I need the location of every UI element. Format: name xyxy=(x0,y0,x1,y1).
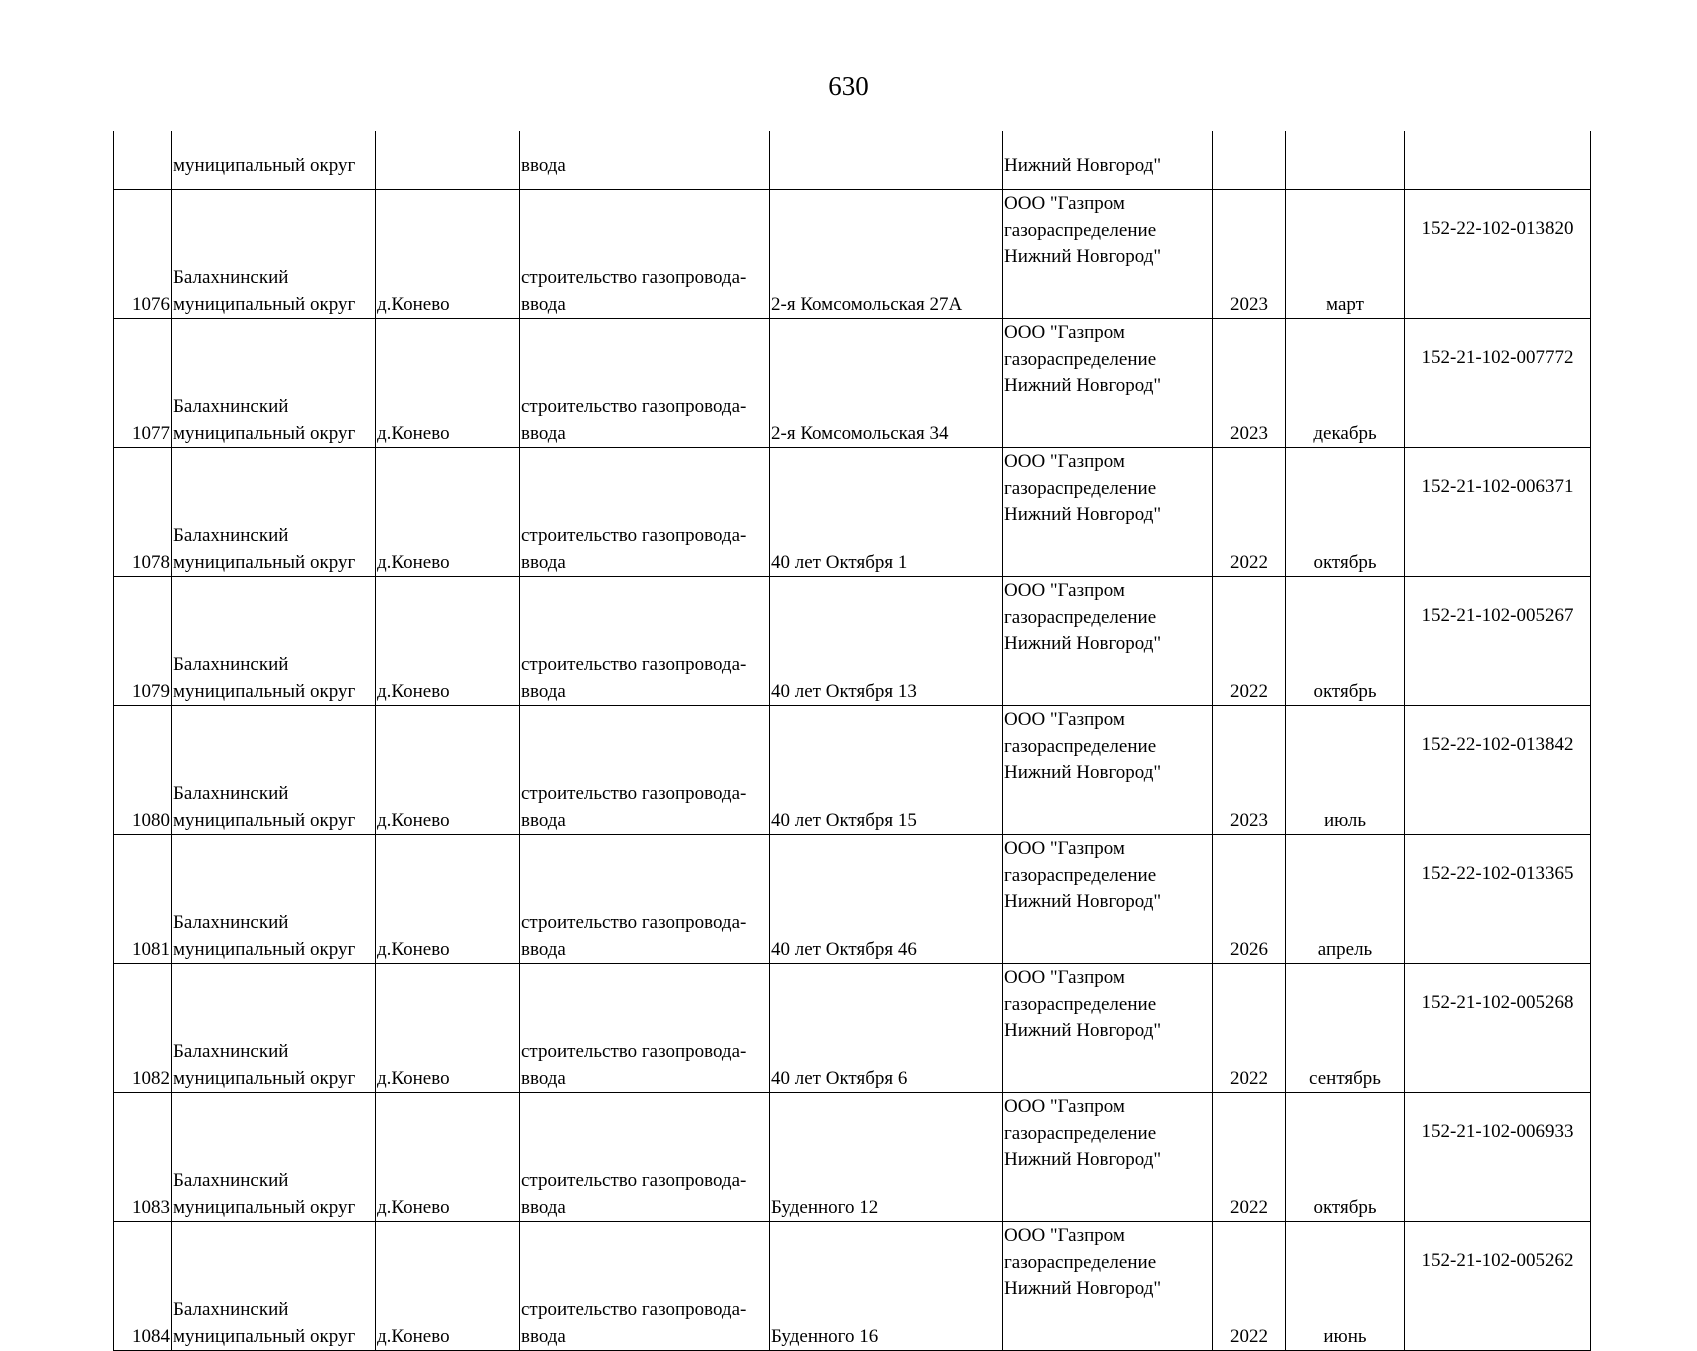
cell-locality: д.Конево xyxy=(376,835,520,964)
cell-locality: д.Конево xyxy=(376,1093,520,1222)
cell-organization-line: газораспределение xyxy=(1004,993,1157,1015)
cell-district-line: Балахнинский xyxy=(173,1299,289,1320)
cell-work-line: ввода xyxy=(521,422,566,444)
cell-number: 1078 xyxy=(114,448,172,577)
cell-work-line: строительство газопровода- xyxy=(521,525,747,546)
cell-district-line: муниципальный округ xyxy=(173,422,356,444)
cell-work-line: ввода xyxy=(521,1067,566,1089)
cell-address: 40 лет Октября 13 xyxy=(770,577,1003,706)
cell-work-line: строительство газопровода- xyxy=(521,396,747,417)
cell-code: 152-22-102-013820 xyxy=(1405,190,1591,319)
continuation-row xyxy=(114,131,1591,190)
cell-organization-line: Нижний Новгород" xyxy=(1004,504,1162,525)
cell-organization-line: Нижний Новгород" xyxy=(1004,1149,1162,1170)
cell-district-line: муниципальный округ xyxy=(173,551,356,573)
cell-month: декабрь xyxy=(1286,319,1405,448)
cell-organization-line: Нижний Новгород" xyxy=(1004,762,1162,783)
cell-work xyxy=(520,706,770,835)
cell-work xyxy=(520,1222,770,1351)
cell-number: 1083 xyxy=(114,1093,172,1222)
cell-year: 2022 xyxy=(1213,1222,1286,1351)
cell-district-line: Балахнинский xyxy=(173,525,289,546)
cell-district xyxy=(172,835,376,964)
cell-address xyxy=(770,131,1003,190)
cell-month: сентябрь xyxy=(1286,964,1405,1093)
cell-work-line: ввода xyxy=(521,809,566,831)
cell-district xyxy=(172,1093,376,1222)
cell-work-line: ввода xyxy=(521,551,566,573)
cell-work xyxy=(520,835,770,964)
cell-number: 1079 xyxy=(114,577,172,706)
cell-district-line: муниципальный округ xyxy=(173,1196,356,1218)
cell-organization-line: газораспределение xyxy=(1004,477,1157,499)
cell-organization-line: ООО "Газпром xyxy=(1004,1096,1125,1117)
cell-district-line: Балахнинский xyxy=(173,654,289,675)
cell-work xyxy=(520,448,770,577)
cell-work xyxy=(520,1093,770,1222)
cell-number: 1082 xyxy=(114,964,172,1093)
cell-organization: Нижний Новгород" xyxy=(1003,131,1213,190)
cell-code xyxy=(1405,131,1591,190)
cell-locality: д.Конево xyxy=(376,190,520,319)
gas-pipeline-registry-table xyxy=(113,131,1591,1351)
cell-district xyxy=(172,964,376,1093)
cell-organization-line: ООО "Газпром xyxy=(1004,451,1125,472)
page-number: 630 xyxy=(828,71,869,101)
cell-district-line: Балахнинский xyxy=(173,1041,289,1062)
cell-work: ввода xyxy=(520,131,770,190)
cell-organization-line: ООО "Газпром xyxy=(1004,322,1125,343)
cell-locality: д.Конево xyxy=(376,448,520,577)
cell-month: октябрь xyxy=(1286,1093,1405,1222)
table-row xyxy=(114,319,1591,448)
cell-work-line: ввода xyxy=(521,938,566,960)
table-row xyxy=(114,835,1591,964)
cell-month: март xyxy=(1286,190,1405,319)
cell-address: 40 лет Октября 15 xyxy=(770,706,1003,835)
cell-district-line: муниципальный округ xyxy=(173,1067,356,1089)
cell-month: июнь xyxy=(1286,1222,1405,1351)
cell-month: апрель xyxy=(1286,835,1405,964)
cell-month xyxy=(1286,131,1405,190)
cell-district-line: Балахнинский xyxy=(173,783,289,804)
cell-organization-line: газораспределение xyxy=(1004,1251,1157,1273)
cell-work-line: строительство газопровода- xyxy=(521,654,747,675)
cell-work-line: строительство газопровода- xyxy=(521,1299,747,1320)
cell-district-line: муниципальный округ xyxy=(173,809,356,831)
cell-year xyxy=(1213,131,1286,190)
cell-organization xyxy=(1003,448,1213,577)
cell-organization-line: газораспределение xyxy=(1004,219,1157,241)
cell-organization-line: ООО "Газпром xyxy=(1004,709,1125,730)
cell-address: 2-я Комсомольская 34 xyxy=(770,319,1003,448)
table-row xyxy=(114,190,1591,319)
cell-work xyxy=(520,319,770,448)
cell-work-line: ввода xyxy=(521,1196,566,1218)
cell-organization xyxy=(1003,706,1213,835)
cell-code: 152-21-102-005268 xyxy=(1405,964,1591,1093)
cell-organization-line: Нижний Новгород" xyxy=(1004,633,1162,654)
cell-district xyxy=(172,319,376,448)
cell-organization-line: Нижний Новгород" xyxy=(1004,246,1162,267)
cell-address: Буденного 12 xyxy=(770,1093,1003,1222)
cell-address: 40 лет Октября 6 xyxy=(770,964,1003,1093)
cell-locality: д.Конево xyxy=(376,319,520,448)
table-row xyxy=(114,448,1591,577)
cell-locality xyxy=(376,131,520,190)
cell-code: 152-21-102-005267 xyxy=(1405,577,1591,706)
cell-address: 40 лет Октября 1 xyxy=(770,448,1003,577)
cell-district-line: муниципальный округ xyxy=(173,293,356,315)
cell-district: муниципальный округ xyxy=(172,131,376,190)
cell-organization xyxy=(1003,1222,1213,1351)
cell-organization-line: газораспределение xyxy=(1004,348,1157,370)
cell-code: 152-22-102-013365 xyxy=(1405,835,1591,964)
cell-work-line: строительство газопровода- xyxy=(521,783,747,804)
cell-district xyxy=(172,706,376,835)
cell-work-line: строительство газопровода- xyxy=(521,912,747,933)
cell-organization-line: газораспределение xyxy=(1004,864,1157,886)
cell-code: 152-22-102-013842 xyxy=(1405,706,1591,835)
cell-district-line: муниципальный округ xyxy=(173,938,356,960)
cell-district-line: Балахнинский xyxy=(173,1170,289,1191)
cell-organization xyxy=(1003,319,1213,448)
cell-locality: д.Конево xyxy=(376,1222,520,1351)
cell-organization-line: газораспределение xyxy=(1004,606,1157,628)
cell-organization-line: ООО "Газпром xyxy=(1004,1225,1125,1246)
cell-district-line: Балахнинский xyxy=(173,912,289,933)
cell-organization xyxy=(1003,190,1213,319)
cell-year: 2023 xyxy=(1213,319,1286,448)
cell-code: 152-21-102-007772 xyxy=(1405,319,1591,448)
cell-locality: д.Конево xyxy=(376,577,520,706)
table-row xyxy=(114,706,1591,835)
cell-number: 1084 xyxy=(114,1222,172,1351)
cell-organization-line: Нижний Новгород" xyxy=(1004,375,1162,396)
cell-district-line: муниципальный округ xyxy=(173,680,356,702)
cell-organization-line: газораспределение xyxy=(1004,735,1157,757)
cell-number xyxy=(114,131,172,190)
cell-year: 2023 xyxy=(1213,706,1286,835)
cell-district-line: Балахнинский xyxy=(173,267,289,288)
cell-organization xyxy=(1003,964,1213,1093)
cell-district xyxy=(172,190,376,319)
table-row xyxy=(114,964,1591,1093)
cell-district-line: Балахнинский xyxy=(173,396,289,417)
cell-district xyxy=(172,577,376,706)
cell-year: 2023 xyxy=(1213,190,1286,319)
cell-organization-line: Нижний Новгород" xyxy=(1004,891,1162,912)
cell-organization-line: Нижний Новгород" xyxy=(1004,1020,1162,1041)
cell-organization xyxy=(1003,1093,1213,1222)
cell-work xyxy=(520,577,770,706)
cell-year: 2022 xyxy=(1213,577,1286,706)
cell-number: 1081 xyxy=(114,835,172,964)
cell-work-line: ввода xyxy=(521,1325,566,1347)
cell-code: 152-21-102-006933 xyxy=(1405,1093,1591,1222)
cell-year: 2022 xyxy=(1213,448,1286,577)
cell-organization-line: ООО "Газпром xyxy=(1004,967,1125,988)
cell-code: 152-21-102-006371 xyxy=(1405,448,1591,577)
cell-work xyxy=(520,190,770,319)
cell-work-line: строительство газопровода- xyxy=(521,1041,747,1062)
table-row xyxy=(114,1093,1591,1222)
cell-work-line: ввода xyxy=(521,680,566,702)
table-body xyxy=(114,131,1591,1351)
cell-year: 2022 xyxy=(1213,964,1286,1093)
cell-organization xyxy=(1003,835,1213,964)
cell-code: 152-21-102-005262 xyxy=(1405,1222,1591,1351)
cell-year: 2026 xyxy=(1213,835,1286,964)
cell-work-line: ввода xyxy=(521,293,566,315)
cell-number: 1077 xyxy=(114,319,172,448)
cell-year: 2022 xyxy=(1213,1093,1286,1222)
cell-district-line: муниципальный округ xyxy=(173,1325,356,1347)
cell-locality: д.Конево xyxy=(376,706,520,835)
cell-organization-line: ООО "Газпром xyxy=(1004,193,1125,214)
cell-organization xyxy=(1003,577,1213,706)
cell-address: Буденного 16 xyxy=(770,1222,1003,1351)
cell-district xyxy=(172,448,376,577)
table-row xyxy=(114,1222,1591,1351)
cell-month: июль xyxy=(1286,706,1405,835)
cell-work xyxy=(520,964,770,1093)
cell-month: октябрь xyxy=(1286,448,1405,577)
cell-organization-line: Нижний Новгород" xyxy=(1004,1278,1162,1299)
cell-work-line: строительство газопровода- xyxy=(521,267,747,288)
cell-work-line: строительство газопровода- xyxy=(521,1170,747,1191)
table-row xyxy=(114,577,1591,706)
cell-number: 1076 xyxy=(114,190,172,319)
cell-district xyxy=(172,1222,376,1351)
cell-number: 1080 xyxy=(114,706,172,835)
cell-organization-line: ООО "Газпром xyxy=(1004,838,1125,859)
cell-address: 2-я Комсомольская 27А xyxy=(770,190,1003,319)
cell-address: 40 лет Октября 46 xyxy=(770,835,1003,964)
cell-locality: д.Конево xyxy=(376,964,520,1093)
cell-organization-line: газораспределение xyxy=(1004,1122,1157,1144)
cell-month: октябрь xyxy=(1286,577,1405,706)
cell-organization-line: ООО "Газпром xyxy=(1004,580,1125,601)
